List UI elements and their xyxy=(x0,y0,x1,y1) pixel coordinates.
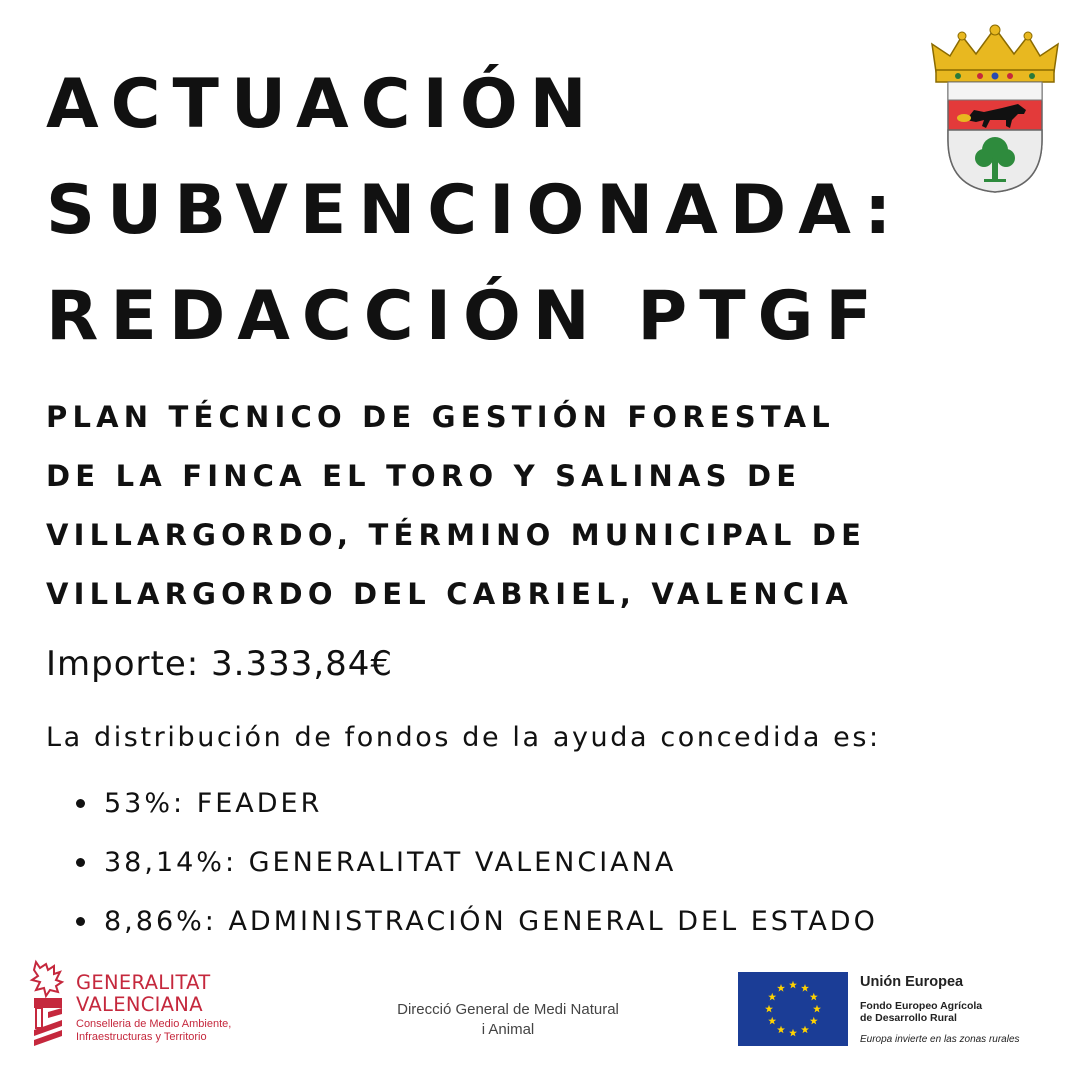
title-line: REDACCIÓN PTGF xyxy=(46,277,884,356)
fund-item-text: 8,86%: ADMINISTRACIÓN GENERAL DEL ESTADO xyxy=(104,906,878,937)
eu-fund-line: de Desarrollo Rural xyxy=(860,1012,957,1024)
list-item xyxy=(72,780,878,839)
eu-flag-icon xyxy=(738,972,848,1046)
direccio-general-label xyxy=(370,1000,646,1040)
list-item xyxy=(72,839,878,898)
eu-fund-line: Fondo Europeo Agrícola xyxy=(860,1000,983,1012)
title-line: SUBVENCIONADA: xyxy=(46,171,904,250)
bullet-icon xyxy=(76,799,85,808)
title-line: ACTUACIÓN xyxy=(46,65,599,144)
department-line: Infraestructuras y Territorio xyxy=(76,1031,207,1043)
fund-item-text: 38,14%: GENERALITAT VALENCIANA xyxy=(104,847,677,878)
fund-item-text: 53%: FEADER xyxy=(104,788,323,819)
list-item xyxy=(72,898,878,957)
description-line: DE LA FINCA EL TORO Y SALINAS DE xyxy=(46,459,802,493)
description-line: VILLARGORDO, TÉRMINO MUNICIPAL DE xyxy=(46,518,867,552)
generalitat-logo xyxy=(28,958,258,1058)
generalitat-department xyxy=(76,1018,231,1044)
description-line: VILLARGORDO DEL CABRIEL, VALENCIA xyxy=(46,577,853,611)
direccio-line: i Animal xyxy=(481,1021,535,1038)
eu-fund-name xyxy=(860,1000,982,1024)
generalitat-name-line: GENERALITAT xyxy=(76,971,211,994)
description-line: PLAN TÉCNICO DE GESTIÓN FORESTAL xyxy=(46,400,835,434)
department-line: Conselleria de Medio Ambiente, xyxy=(76,1018,232,1030)
direccio-line: Direcció General de Medi Natural xyxy=(397,1001,619,1018)
page-title xyxy=(46,52,926,370)
bullet-icon xyxy=(76,858,85,867)
eu-tagline: Europa invierte en las zonas rurales xyxy=(860,1034,1020,1045)
eu-name: Unión Europea xyxy=(860,974,964,990)
bullet-icon xyxy=(76,917,85,926)
generalitat-name-line: VALENCIANA xyxy=(76,993,203,1016)
generalitat-logo-icon xyxy=(28,958,68,1048)
generalitat-name xyxy=(76,972,211,1016)
coat-of-arms-icon xyxy=(928,22,1062,198)
fund-distribution-list xyxy=(72,780,878,957)
amount-label: Importe: 3.333,84€ xyxy=(46,644,394,684)
project-description xyxy=(46,388,1036,624)
distribution-intro: La distribución de fondos de la ayuda concedida es: xyxy=(46,722,881,753)
